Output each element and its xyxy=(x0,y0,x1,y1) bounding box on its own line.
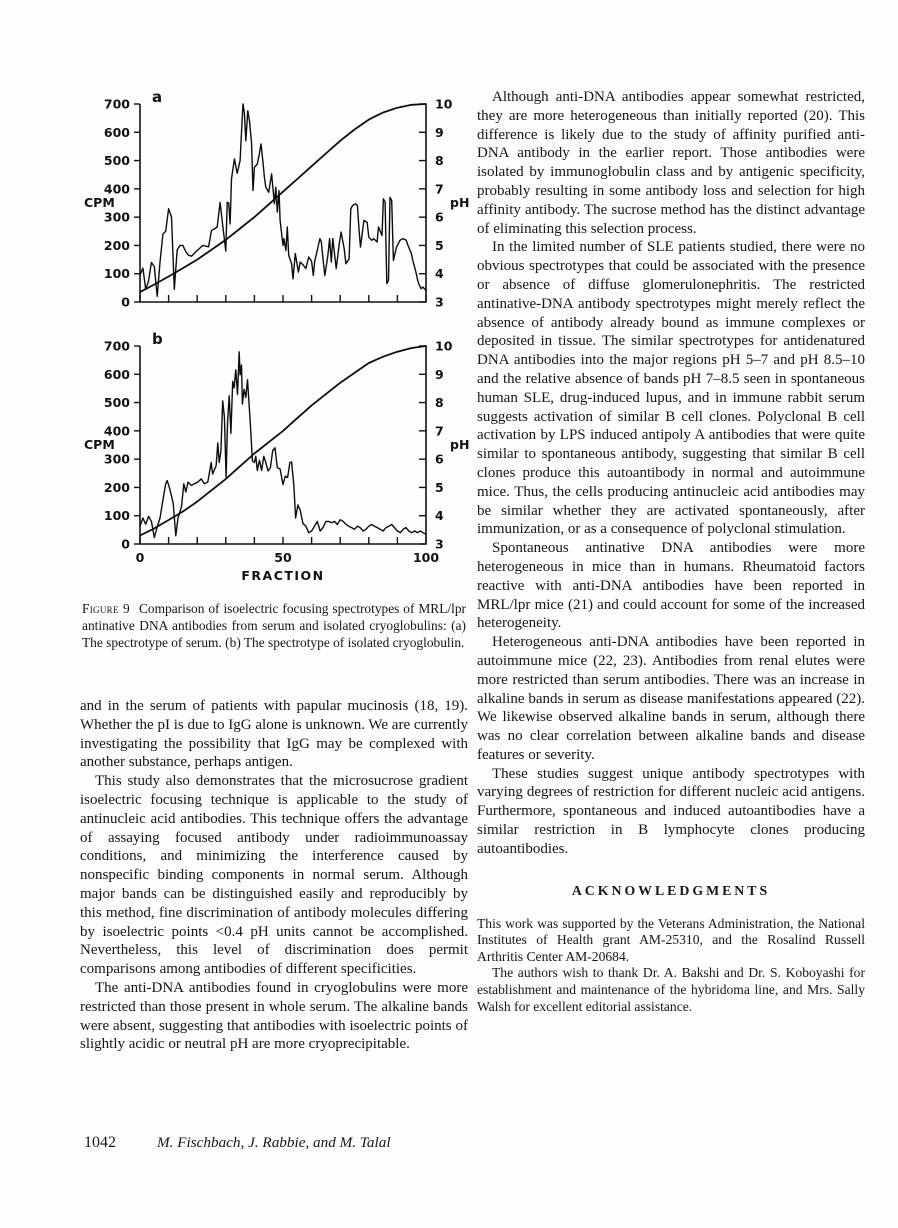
svg-text:5: 5 xyxy=(435,237,444,253)
svg-text:0: 0 xyxy=(121,536,130,552)
right-column xyxy=(477,88,865,1015)
svg-text:300: 300 xyxy=(103,209,130,225)
svg-text:9: 9 xyxy=(435,124,444,140)
svg-text:b: b xyxy=(152,330,163,348)
svg-text:3: 3 xyxy=(435,294,444,310)
svg-text:7: 7 xyxy=(435,181,444,197)
svg-text:0: 0 xyxy=(121,294,130,310)
svg-text:8: 8 xyxy=(435,395,444,411)
svg-text:3: 3 xyxy=(435,536,444,552)
svg-text:7: 7 xyxy=(435,423,444,439)
svg-text:9: 9 xyxy=(435,366,444,382)
svg-text:500: 500 xyxy=(103,395,130,411)
figure-caption xyxy=(82,600,466,651)
svg-text:4: 4 xyxy=(435,508,444,524)
body-paragraph: These studies suggest unique antibody spectrotypes with varying degrees of restriction for different nucleic acid antigens. Furthermore, spontaneous and induced autoantibodies have a similar restriction in B lymphocyte clones producing autoantibodies. xyxy=(477,765,865,857)
left-column xyxy=(80,697,468,1054)
body-paragraph: Heterogeneous anti-DNA antibodies have been reported in autoimmune mice (22, 23). Antibodies from renal elutes were more restricted than serum antibodies. There was an increase in alkaline bands in serum as disease manifestations appeared (22). We likewise observed alkaline bands in serum, although there was no clear correlation between alkaline bands and disease features or severity. xyxy=(477,634,865,763)
acknowledgments-paragraph: This work was supported by the Veterans Administration, the National Institutes of Health grant AM-25310, and the Rosalind Russell Arthritis Center AM-20684. xyxy=(477,915,865,964)
svg-text:700: 700 xyxy=(103,96,130,112)
svg-text:a: a xyxy=(152,88,163,106)
figure-9a-chart xyxy=(80,86,472,318)
figure-9b-chart xyxy=(80,318,472,588)
svg-text:FRACTION: FRACTION xyxy=(241,568,325,583)
figure-label: Figure 9 xyxy=(82,601,130,616)
svg-text:10: 10 xyxy=(435,96,453,112)
svg-text:400: 400 xyxy=(103,423,130,439)
body-paragraph: In the limited number of SLE patients studied, there were no obvious spectrotypes that could be associated with the presence or absence of diffuse glomerulonephritis. The restricted antinative-DNA antibody spectrotypes might merely reflect the absence of antibody already bound as immune complexes or deposited in tissue. The similar spectrotypes for antidenatured DNA antibodies into the major regions pH 5–7 and pH 8.5–10 and the relative absence of bands pH 7–8.5 seen in spontaneous human SLE, drug-induced lupus, and in immune rabbit serum suggests activation of similar B cell clones. Polyclonal B cell activation by LPS induced antipoly A antibodies that were quite similar to spontaneous antibody, suggesting that similar B cell clones produce this autoantibody in normal and autoimmune mice. Thus, the cells producing antinucleic acid antibodies may be similar whether they are activated spontaneously, after immunization, or as a consequence of polyclonal stimulation. xyxy=(477,239,865,538)
svg-text:50: 50 xyxy=(274,550,292,565)
running-authors: M. Fischbach, J. Rabbie, and M. Talal xyxy=(157,1134,391,1151)
svg-text:5: 5 xyxy=(435,479,444,495)
svg-text:600: 600 xyxy=(103,366,130,382)
svg-text:100: 100 xyxy=(103,508,130,524)
svg-text:400: 400 xyxy=(103,181,130,197)
body-paragraph: and in the serum of patients with papular mucinosis (18, 19). Whether the pI is due to IgG alone is unknown. We are currently investigating the possibility that IgG may be complexed with another substance, perhaps antigen. xyxy=(80,698,468,771)
svg-text:CPM: CPM xyxy=(84,437,115,452)
svg-text:6: 6 xyxy=(435,209,444,225)
svg-text:8: 8 xyxy=(435,153,444,169)
svg-text:10: 10 xyxy=(435,338,453,354)
svg-text:6: 6 xyxy=(435,451,444,467)
svg-text:4: 4 xyxy=(435,266,444,282)
body-paragraph: This study also demonstrates that the microsucrose gradient isoelectric focusing technique is applicable to the study of antinucleic acid antibodies. This technique offers the advantage of assaying focused antibody under radioimmunoassay conditions, and minimizing the interference caused by nonspecific binding components in normal serum. Although major bands can be distinguished easily and reproducibly by this method, fine discrimination of antibody molecules differing by isoelectric points <0.4 pH units cannot be accomplished. Nevertheless, this level of discrimination does permit comparisons among antibodies of different specificities. xyxy=(80,773,468,978)
figure-caption-text: Comparison of isoelectric focusing spectrotypes of MRL/lpr antinative DNA antibodies from serum and isolated cryoglobulins: (a) The spectrotype of serum. (b) The spectrotype of isolated cryoglobulin. xyxy=(82,601,466,650)
svg-text:200: 200 xyxy=(103,479,130,495)
svg-text:CPM: CPM xyxy=(84,195,115,210)
body-paragraph: Although anti-DNA antibodies appear somewhat restricted, they are more heterogeneous than initially reported (20). This difference is likely due to the study of affinity purified anti-DNA antibody in the earlier report. Those antibodies were isolated by immunoglobulin class and by antigenic specificity, probably resulting in some antibody loss and selection for high affinity antibody. The sucrose method has the distinct advantage of eliminating this selection process. xyxy=(477,89,865,237)
body-paragraph: Spontaneous antinative DNA antibodies were more heterogeneous in mice than in humans. Rheumatoid factors reactive with anti-DNA antibodies have been reported in MRL/lpr mice (21) and could account for some of the increased heterogeneity. xyxy=(477,540,865,632)
page-number: 1042 xyxy=(84,1134,116,1151)
acknowledgments-paragraph: The authors wish to thank Dr. A. Bakshi and Dr. S. Koboyashi for establishment and maintenance of the hybridoma line, and Mrs. Sally Walsh for excellent editorial assistance. xyxy=(477,965,865,1014)
svg-text:pH: pH xyxy=(450,437,470,452)
svg-text:700: 700 xyxy=(103,338,130,354)
svg-text:600: 600 xyxy=(103,124,130,140)
svg-text:300: 300 xyxy=(103,451,130,467)
svg-text:200: 200 xyxy=(103,237,130,253)
svg-text:500: 500 xyxy=(103,153,130,169)
page-footer xyxy=(84,1134,391,1152)
acknowledgments-heading: ACKNOWLEDGMENTS xyxy=(571,882,771,898)
svg-text:0: 0 xyxy=(135,550,145,565)
body-paragraph: The anti-DNA antibodies found in cryoglobulins were more restricted than those present in whole serum. The alkaline bands were absent, suggesting that antibodies with isoelectric points of slightly acidic or neutral pH are more cryoprecipitable. xyxy=(80,979,468,1053)
svg-text:pH: pH xyxy=(450,195,470,210)
svg-text:100: 100 xyxy=(412,550,440,565)
svg-text:100: 100 xyxy=(103,266,130,282)
